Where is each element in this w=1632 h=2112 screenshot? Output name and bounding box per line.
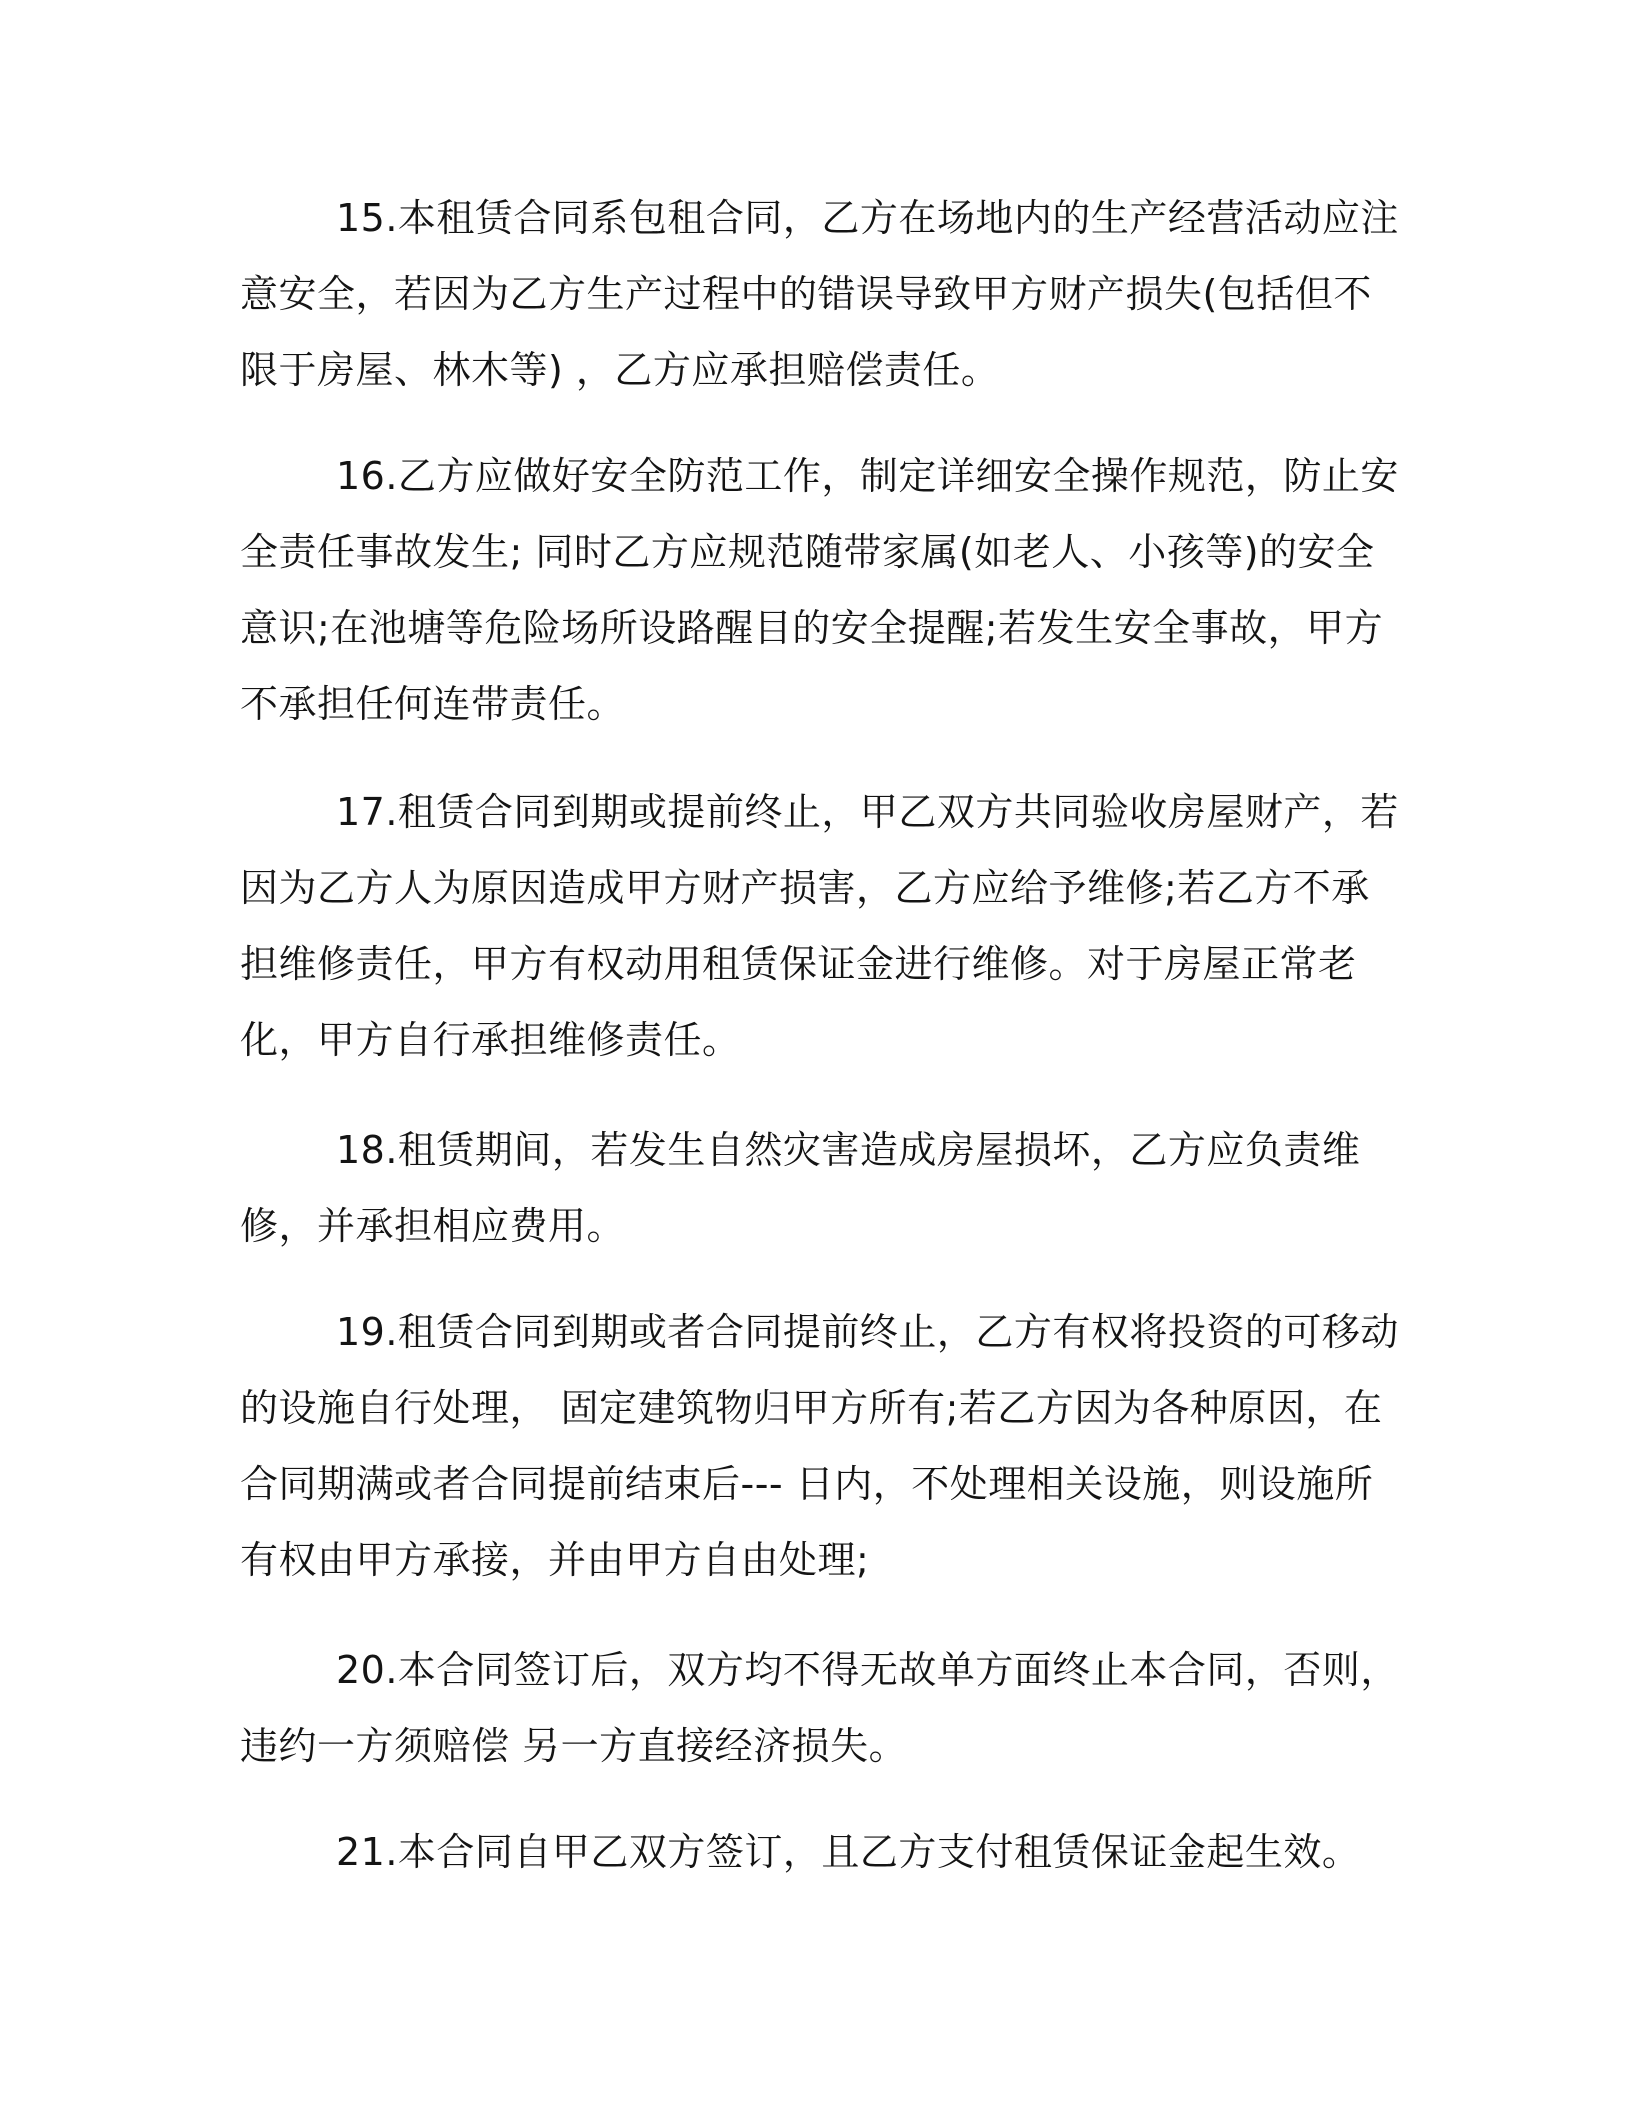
clause-18: 18.租赁期间，若发生自然灾害造成房屋损坏，乙方应负责维修，并承担相应费用。	[240, 1128, 1361, 1248]
clause-20: 20.本合同签订后，双方均不得无故单方面终止本合同，否则，违约一方须赔偿 另一方直接经济损失。	[240, 1648, 1399, 1768]
clause-15: 15.本租赁合同系包租合同，乙方在场地内的生产经营活动应注意安全，若因为乙方生产过程中的错误导致甲方财产损失(包括但不限于房屋、林木等) ，乙方应承担赔偿责任。	[240, 196, 1399, 392]
clause-21: 21.本合同自甲乙双方签订，且乙方支付租赁保证金起生效。	[336, 1830, 1361, 1874]
clause-17: 17.租赁合同到期或提前终止，甲乙双方共同验收房屋财产，若因为乙方人为原因造成甲方财产损害，乙方应给予维修;若乙方不承担维修责任，甲方有权动用租赁保证金进行维修。对于房屋正常老化，甲方自行承担维修责任。	[240, 790, 1399, 1062]
clause-19: 19.租赁合同到期或者合同提前终止，乙方有权将投资的可移动的设施自行处理， 固定建筑物归甲方所有;若乙方因为各种原因，在合同期满或者合同提前结束后--- 日内，不处理相关设施，则设施所有权由甲方承接，并由甲方自由处理;	[240, 1310, 1399, 1582]
clause-16: 16.乙方应做好安全防范工作，制定详细安全操作规范，防止安全责任事故发生; 同时乙方应规范随带家属(如老人、小孩等)的安全意识;在池塘等危险场所设路醒目的安全提醒;若发生安全事故，甲方不承担任何连带责任。	[240, 454, 1399, 726]
